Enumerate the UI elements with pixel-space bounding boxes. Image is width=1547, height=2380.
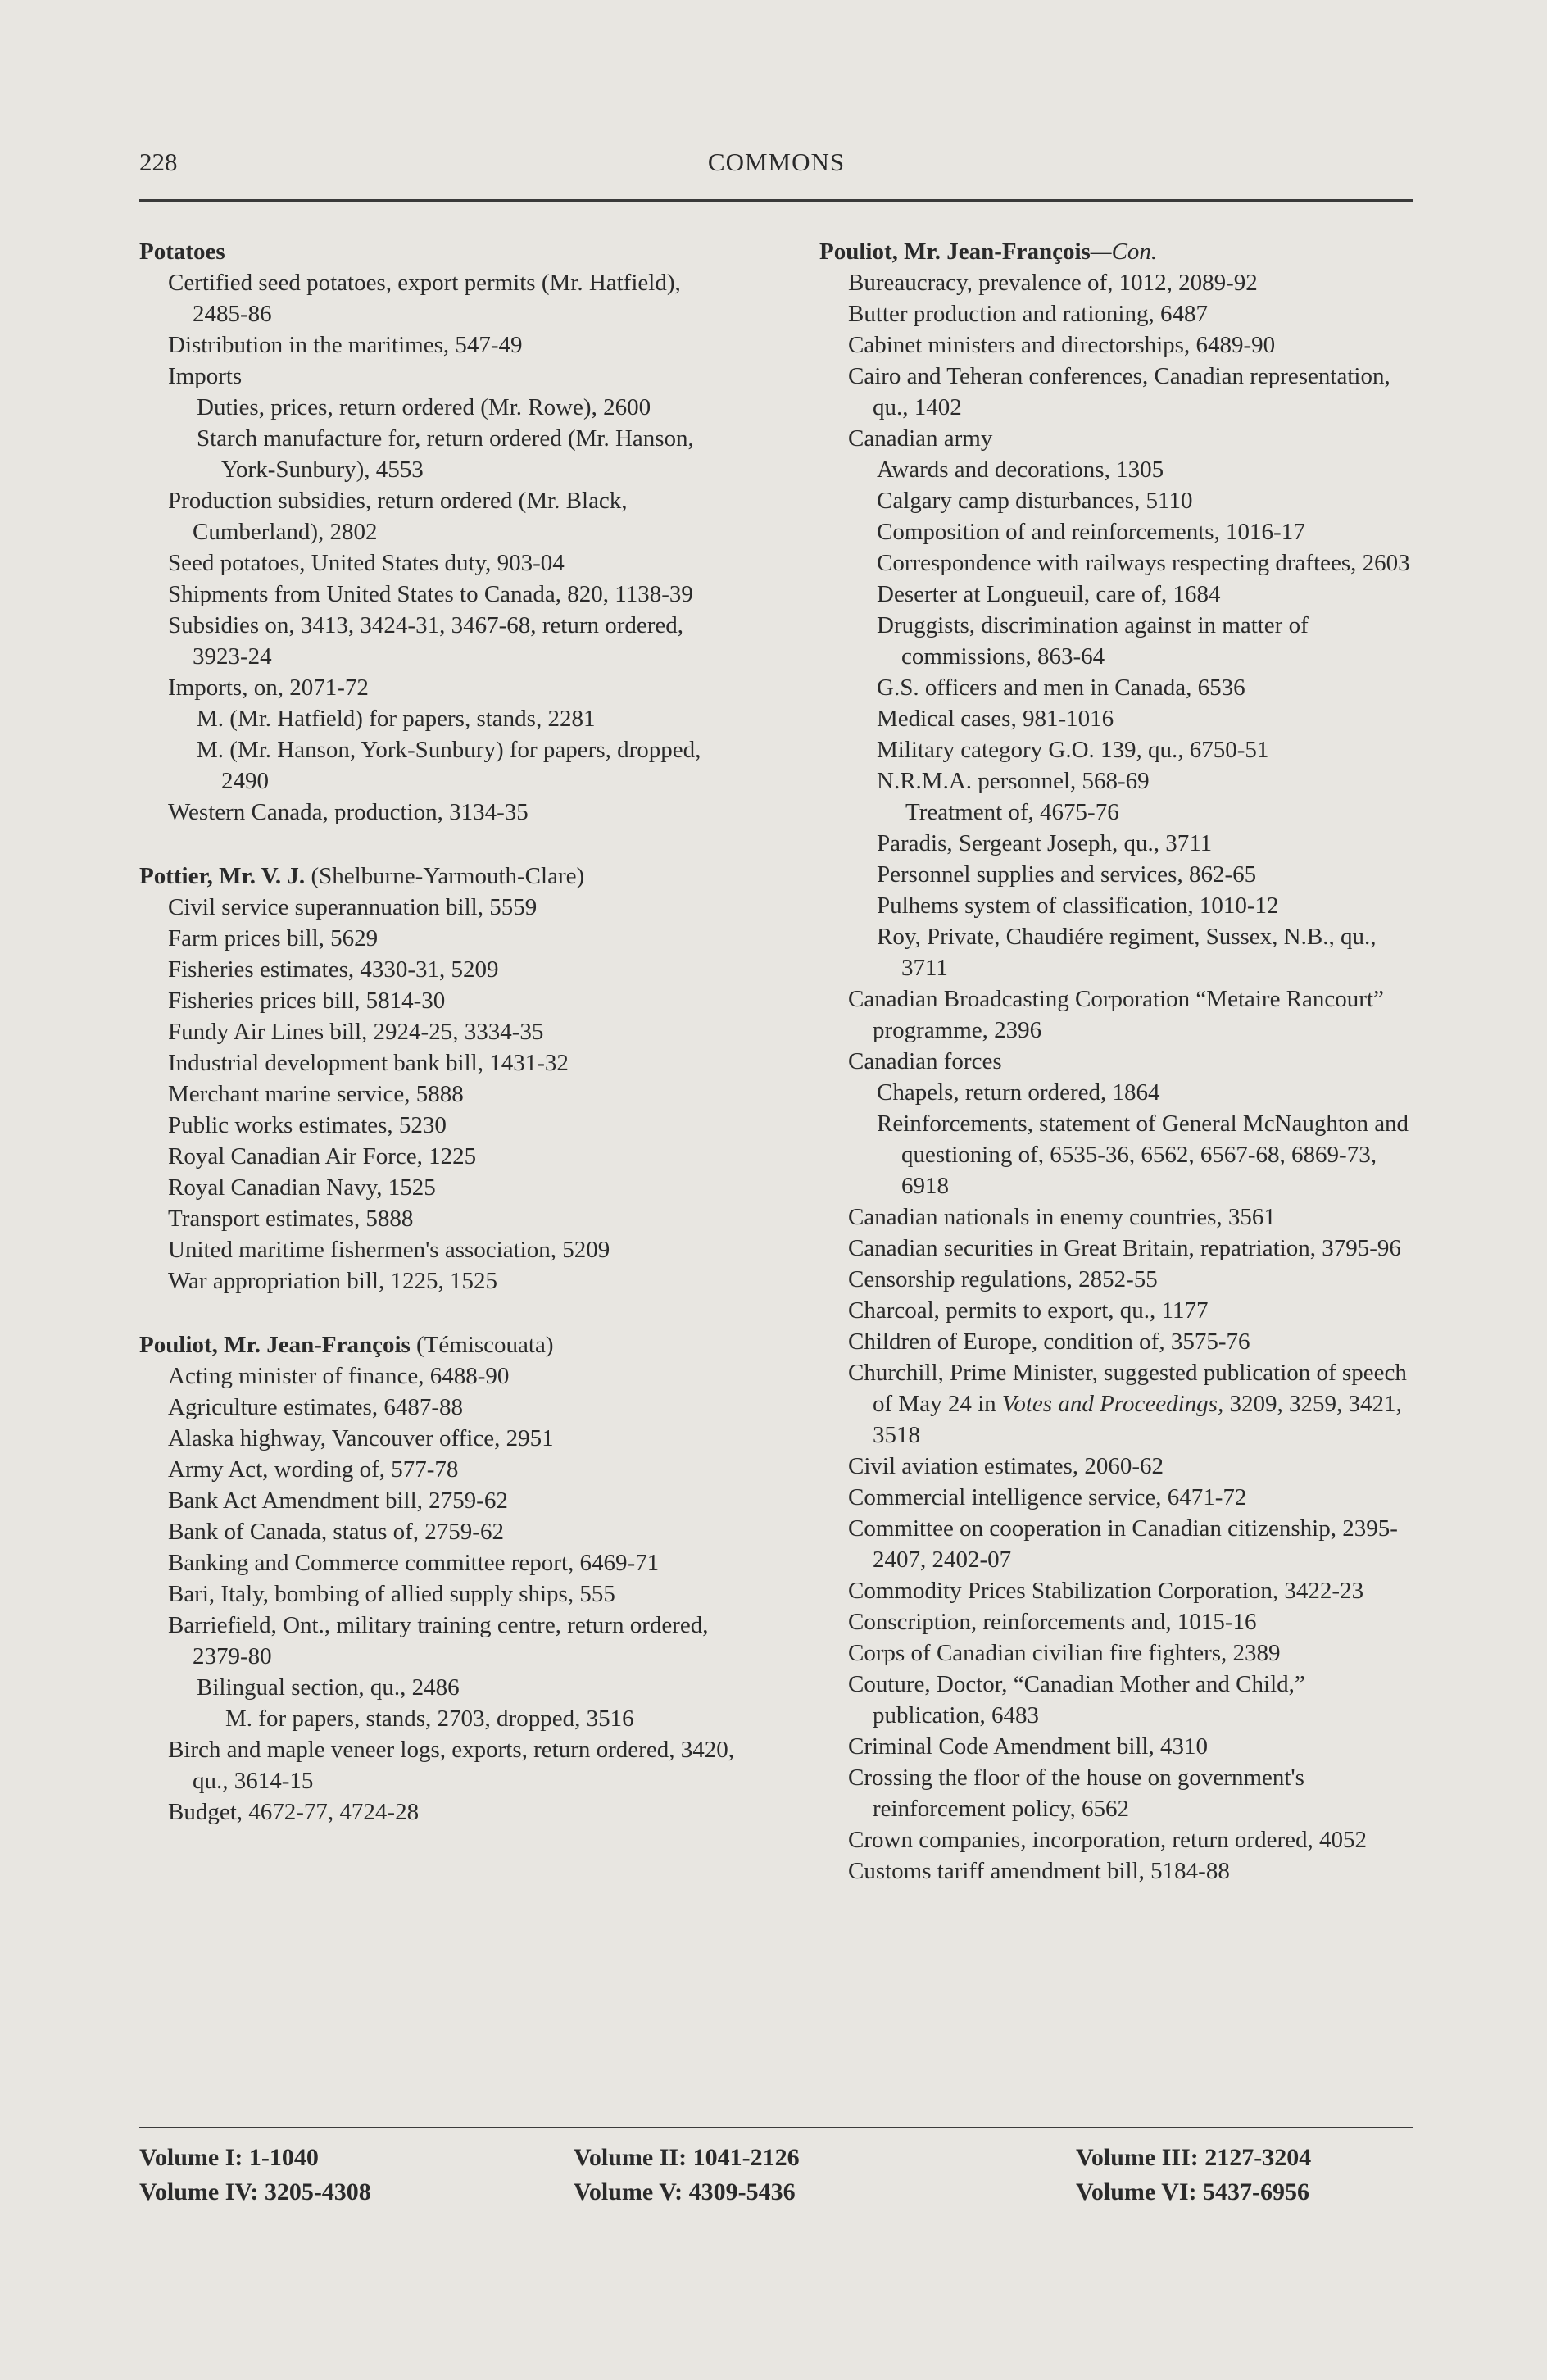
volume-range: Volume IV: 3205-4308 bbox=[139, 2178, 371, 2205]
index-subentry: Banking and Commerce committee report, 6469-71 bbox=[168, 1550, 660, 1576]
index-subentry: Bank of Canada, status of, 2759-62 bbox=[168, 1519, 504, 1545]
index-subentry: Army Act, wording of, 577-78 bbox=[168, 1456, 459, 1483]
index-subentry: Canadian forces bbox=[848, 1048, 1002, 1074]
volume-range: Volume II: 1041-2126 bbox=[574, 2144, 800, 2171]
index-subentry: Canadian securities in Great Britain, repatriation, 3795-96 bbox=[848, 1235, 1401, 1261]
index-subentry: Crown companies, incorporation, return ordered, 4052 bbox=[848, 1827, 1367, 1853]
index-subentry: Couture, Doctor, “Canadian Mother and Child,” publication, 6483 bbox=[848, 1671, 1305, 1728]
volume-range: Volume III: 2127-3204 bbox=[1076, 2144, 1312, 2171]
index-subentry: Subsidies on, 3413, 3424-31, 3467-68, return ordered, 3923-24 bbox=[168, 612, 684, 670]
index-subentry: Starch manufacture for, return ordered (Mr. Hanson, York-Sunbury), 4553 bbox=[197, 425, 694, 483]
index-subentry: Production subsidies, return ordered (Mr. Black, Cumberland), 2802 bbox=[168, 488, 628, 545]
index-subentry: Distribution in the maritimes, 547-49 bbox=[168, 332, 523, 358]
index-subentry: Bilingual section, qu., 2486 bbox=[197, 1674, 460, 1701]
index-subentry: Acting minister of finance, 6488-90 bbox=[168, 1363, 510, 1389]
index-subentry: Canadian Broadcasting Corporation “Metaire Rancourt” programme, 2396 bbox=[848, 986, 1384, 1043]
index-subentry: Public works estimates, 5230 bbox=[168, 1112, 447, 1138]
index-subentry: Fisheries prices bill, 5814-30 bbox=[168, 988, 446, 1014]
footer-volumes-col3 bbox=[1076, 2141, 1311, 2210]
index-subentry: Corps of Canadian civilian fire fighters, 2389 bbox=[848, 1640, 1281, 1666]
index-subentry: M. (Mr. Hanson, York-Sunbury) for papers, dropped, 2490 bbox=[197, 737, 701, 794]
index-subentry: Shipments from United States to Canada, 820, 1138-39 bbox=[168, 581, 693, 607]
index-subentry: Calgary camp disturbances, 5110 bbox=[877, 488, 1193, 514]
footer-rule bbox=[139, 2127, 1413, 2128]
index-subentry: Civil aviation estimates, 2060-62 bbox=[848, 1453, 1164, 1479]
index-subentry: Correspondence with railways respecting draftees, 2603 bbox=[877, 550, 1410, 576]
pouliot-riding: (Témiscouata) bbox=[416, 1332, 554, 1358]
footer-volumes-col2 bbox=[574, 2141, 800, 2210]
index-subentry: Personnel supplies and services, 862-65 bbox=[877, 861, 1257, 888]
volume-range: Volume I: 1-1040 bbox=[139, 2144, 319, 2171]
index-subentry: Canadian army bbox=[848, 425, 993, 452]
index-subentry: Druggists, discrimination against in matter of commissions, 863-64 bbox=[877, 612, 1309, 670]
index-subentry: Treatment of, 4675-76 bbox=[905, 799, 1119, 825]
index-subentry: War appropriation bill, 1225, 1525 bbox=[168, 1268, 497, 1294]
pouliot-name: Pouliot, Mr. Jean-François bbox=[139, 1332, 411, 1358]
header-rule bbox=[139, 199, 1413, 202]
running-title: COMMONS bbox=[707, 148, 846, 176]
right-column bbox=[819, 236, 1422, 1887]
index-subentry: Medical cases, 981-1016 bbox=[877, 706, 1114, 732]
potatoes-subentries bbox=[139, 267, 742, 828]
index-subentry: Military category G.O. 139, qu., 6750-51 bbox=[877, 737, 1269, 763]
entry-heading-potatoes: Potatoes bbox=[139, 238, 225, 265]
volume-range: Volume VI: 5437-6956 bbox=[1076, 2178, 1310, 2205]
index-subentry: Alaska highway, Vancouver office, 2951 bbox=[168, 1425, 554, 1451]
index-subentry: Children of Europe, condition of, 3575-76 bbox=[848, 1329, 1250, 1355]
index-subentry: Budget, 4672-77, 4724-28 bbox=[168, 1799, 420, 1825]
index-subentry: Pulhems system of classification, 1010-12 bbox=[877, 892, 1279, 919]
index-subentry: Western Canada, production, 3134-35 bbox=[168, 799, 529, 825]
index-subentry: Royal Canadian Air Force, 1225 bbox=[168, 1143, 477, 1170]
index-subentry: Roy, Private, Chaudiére regiment, Sussex, N.B., qu., 3711 bbox=[877, 924, 1377, 981]
index-subentry: Canadian nationals in enemy countries, 3561 bbox=[848, 1204, 1276, 1230]
index-subentry: Conscription, reinforcements and, 1015-16 bbox=[848, 1609, 1257, 1635]
index-subentry: Farm prices bill, 5629 bbox=[168, 925, 379, 952]
subentry-pages: 3209, 3259, 3421, 3518 bbox=[873, 1391, 1402, 1448]
index-subentry: Duties, prices, return ordered (Mr. Rowe), 2600 bbox=[197, 394, 651, 420]
index-subentry: Cabinet ministers and directorships, 6489-90 bbox=[848, 332, 1276, 358]
index-subentry: Cairo and Teheran conferences, Canadian representation, qu., 1402 bbox=[848, 363, 1390, 420]
index-subentry: Commodity Prices Stabilization Corporation, 3422-23 bbox=[848, 1578, 1364, 1604]
entry-heading-pouliot-continued bbox=[819, 236, 1422, 267]
index-subentry: Bureaucracy, prevalence of, 1012, 2089-92 bbox=[848, 270, 1258, 296]
index-subentry: Paradis, Sergeant Joseph, qu., 3711 bbox=[877, 830, 1213, 856]
index-subentry: Birch and maple veneer logs, exports, return ordered, 3420, qu., 3614-15 bbox=[168, 1737, 734, 1794]
index-subentry: Composition of and reinforcements, 1016-17 bbox=[877, 519, 1305, 545]
index-subentry: M. for papers, stands, 2703, dropped, 3516 bbox=[225, 1706, 634, 1732]
index-subentry: Criminal Code Amendment bill, 4310 bbox=[848, 1733, 1208, 1760]
pouliot-cont-name: Pouliot, Mr. Jean-François bbox=[819, 238, 1091, 265]
pottier-subentries bbox=[139, 892, 742, 1297]
index-subentry: Civil service superannuation bill, 5559 bbox=[168, 894, 538, 920]
subentry-italic-title: Votes and Proceedings, bbox=[1001, 1391, 1224, 1417]
index-subentry: Fundy Air Lines bill, 2924-25, 3334-35 bbox=[168, 1019, 544, 1045]
index-subentry: Chapels, return ordered, 1864 bbox=[877, 1079, 1160, 1106]
index-subentry bbox=[819, 1357, 1422, 1451]
index-subentry: Agriculture estimates, 6487-88 bbox=[168, 1394, 463, 1420]
subentry-text: Churchill, Prime Minister, suggested publication of speech of May 24 in bbox=[848, 1360, 1407, 1417]
pouliot-continued-subentries bbox=[819, 267, 1422, 1887]
index-subentry: Transport estimates, 5888 bbox=[168, 1206, 414, 1232]
index-subentry: Fisheries estimates, 4330-31, 5209 bbox=[168, 956, 499, 983]
index-subentry: Certified seed potatoes, export permits (Mr. Hatfield), 2485-86 bbox=[168, 270, 681, 327]
index-subentry: Butter production and rationing, 6487 bbox=[848, 301, 1208, 327]
footer-volumes-col1 bbox=[139, 2141, 371, 2210]
index-subentry: Barriefield, Ont., military training centre, return ordered, 2379-80 bbox=[168, 1612, 709, 1669]
entry-heading-pottier bbox=[139, 861, 742, 892]
pouliot-subentries bbox=[139, 1360, 742, 1828]
index-subentry: Bank Act Amendment bill, 2759-62 bbox=[168, 1488, 508, 1514]
index-subentry: Commercial intelligence service, 6471-72 bbox=[848, 1484, 1247, 1510]
index-subentry: Crossing the floor of the house on government's reinforcement policy, 6562 bbox=[848, 1765, 1304, 1822]
index-subentry: Industrial development bank bill, 1431-32 bbox=[168, 1050, 569, 1076]
index-subentry: Charcoal, permits to export, qu., 1177 bbox=[848, 1297, 1209, 1324]
pottier-name: Pottier, Mr. V. J. bbox=[139, 863, 306, 889]
index-subentry: M. (Mr. Hatfield) for papers, stands, 2281 bbox=[197, 706, 596, 732]
index-subentry: Imports bbox=[168, 363, 243, 389]
page-number: 228 bbox=[139, 148, 178, 176]
index-subentry: Customs tariff amendment bill, 5184-88 bbox=[848, 1858, 1230, 1884]
index-subentry: Imports, on, 2071-72 bbox=[168, 674, 369, 701]
page-header bbox=[139, 148, 1413, 188]
index-subentry: Bari, Italy, bombing of allied supply ships, 555 bbox=[168, 1581, 615, 1607]
index-subentry: Reinforcements, statement of General McNaughton and questioning of, 6535-36, 6562, 6567-68, 6869-73, 6918 bbox=[877, 1111, 1409, 1199]
index-subentry: Censorship regulations, 2852-55 bbox=[848, 1266, 1158, 1292]
entry-heading-pouliot bbox=[139, 1329, 742, 1360]
index-subentry: Awards and decorations, 1305 bbox=[877, 456, 1164, 483]
index-subentry: Deserter at Longueuil, care of, 1684 bbox=[877, 581, 1221, 607]
index-subentry: Royal Canadian Navy, 1525 bbox=[168, 1174, 436, 1201]
continued-marker: —Con. bbox=[1090, 238, 1158, 265]
index-subentry: G.S. officers and men in Canada, 6536 bbox=[877, 674, 1245, 701]
left-column bbox=[139, 236, 742, 1828]
index-subentry: United maritime fishermen's association, 5209 bbox=[168, 1237, 610, 1263]
index-subentry: Merchant marine service, 5888 bbox=[168, 1081, 464, 1107]
index-subentry: Seed potatoes, United States duty, 903-04 bbox=[168, 550, 565, 576]
pottier-riding: (Shelburne-Yarmouth-Clare) bbox=[311, 863, 585, 889]
volume-range: Volume V: 4309-5436 bbox=[574, 2178, 796, 2205]
index-subentry: Committee on cooperation in Canadian citizenship, 2395-2407, 2402-07 bbox=[848, 1515, 1398, 1573]
index-subentry: N.R.M.A. personnel, 568-69 bbox=[877, 768, 1150, 794]
